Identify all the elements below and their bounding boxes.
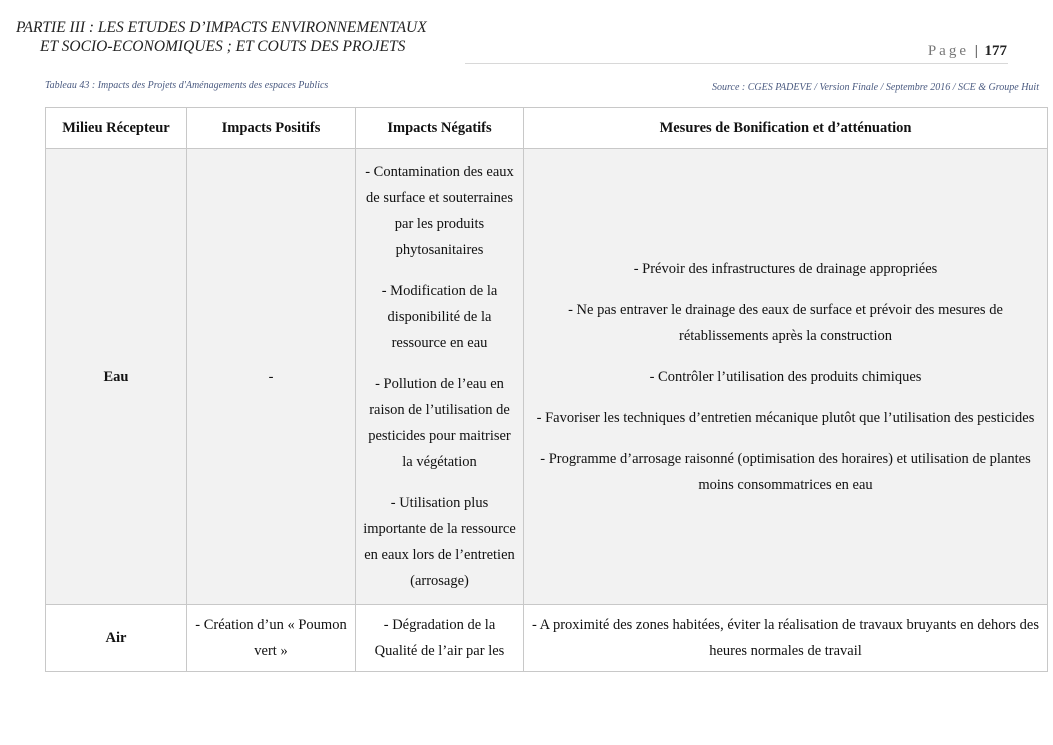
table-header-row xyxy=(46,108,1048,149)
header-title-line-2: ET SOCIO-ECONOMIQUES ; ET COUTS DES PROJETS xyxy=(40,38,406,55)
page-number: 177 xyxy=(984,43,1007,59)
header-milieu: Milieu Récepteur xyxy=(46,108,187,149)
impacts-table xyxy=(45,107,1048,672)
mesure-item: - A proximité des zones habitées, éviter la réalisation de travaux bruyants en dehors des heures normales de travail xyxy=(532,617,1039,659)
negatif-item: - Pollution de l’eau en raison de l’utilisation de pesticides pour maitriser la végétation xyxy=(368,376,511,470)
cell-positifs xyxy=(187,605,356,672)
table-row-air xyxy=(46,605,1048,672)
mesure-item: - Ne pas entraver le drainage des eaux de surface et prévoir des mesures de rétablissements après la construction xyxy=(568,301,1003,344)
header-mesures: Mesures de Bonification et d’atténuation xyxy=(524,108,1048,149)
mesure-item: - Prévoir des infrastructures de drainage appropriées xyxy=(633,260,938,277)
table-row-eau xyxy=(46,149,1048,605)
negatif-item: - Dégradation de la Qualité de l’air par les xyxy=(374,617,505,659)
negatif-item: - Utilisation plus importante de la ressource en eaux lors de l’entretien (arrosage) xyxy=(363,495,516,589)
table-caption: Tableau 43 : Impacts des Projets d'Aménagements des espaces Publics xyxy=(45,80,329,91)
page-label: Page xyxy=(927,43,969,59)
mesure-item: - Programme d’arrosage raisonné (optimisation des horaires) et utilisation de plantes moins consommatrices en eau xyxy=(540,450,1031,493)
cell-positifs xyxy=(187,149,356,605)
negatif-item: - Contamination des eaux de surface et souterraines par les produits phytosanitaires xyxy=(365,164,514,258)
header-divider xyxy=(465,63,1008,64)
header-title-line-1: PARTIE III : LES ETUDES D’IMPACTS ENVIRONNEMENTAUX xyxy=(16,19,427,36)
header-negatifs: Impacts Négatifs xyxy=(356,108,524,149)
cell-mesures xyxy=(524,149,1048,605)
cell-milieu: Air xyxy=(46,605,187,672)
mesure-item: - Contrôler l’utilisation des produits chimiques xyxy=(649,368,922,385)
page-number-block xyxy=(928,43,1007,60)
positif-item: - xyxy=(268,368,274,385)
positif-item: - Création d’un « Poumon vert » xyxy=(195,617,347,659)
cell-mesures xyxy=(524,605,1048,672)
cell-milieu: Eau xyxy=(46,149,187,605)
header-positifs: Impacts Positifs xyxy=(187,108,356,149)
mesure-item: - Favoriser les techniques d’entretien mécanique plutôt que l’utilisation des pesticides xyxy=(536,409,1035,426)
cell-negatifs xyxy=(356,605,524,672)
negatif-item: - Modification de la disponibilité de la ressource en eau xyxy=(381,283,498,351)
page-header-title xyxy=(16,18,427,56)
table-source: Source : CGES PADEVE / Version Finale / Septembre 2016 / SCE & Groupe Huit xyxy=(712,82,1039,93)
cell-negatifs xyxy=(356,149,524,605)
page-separator: | xyxy=(974,43,978,59)
